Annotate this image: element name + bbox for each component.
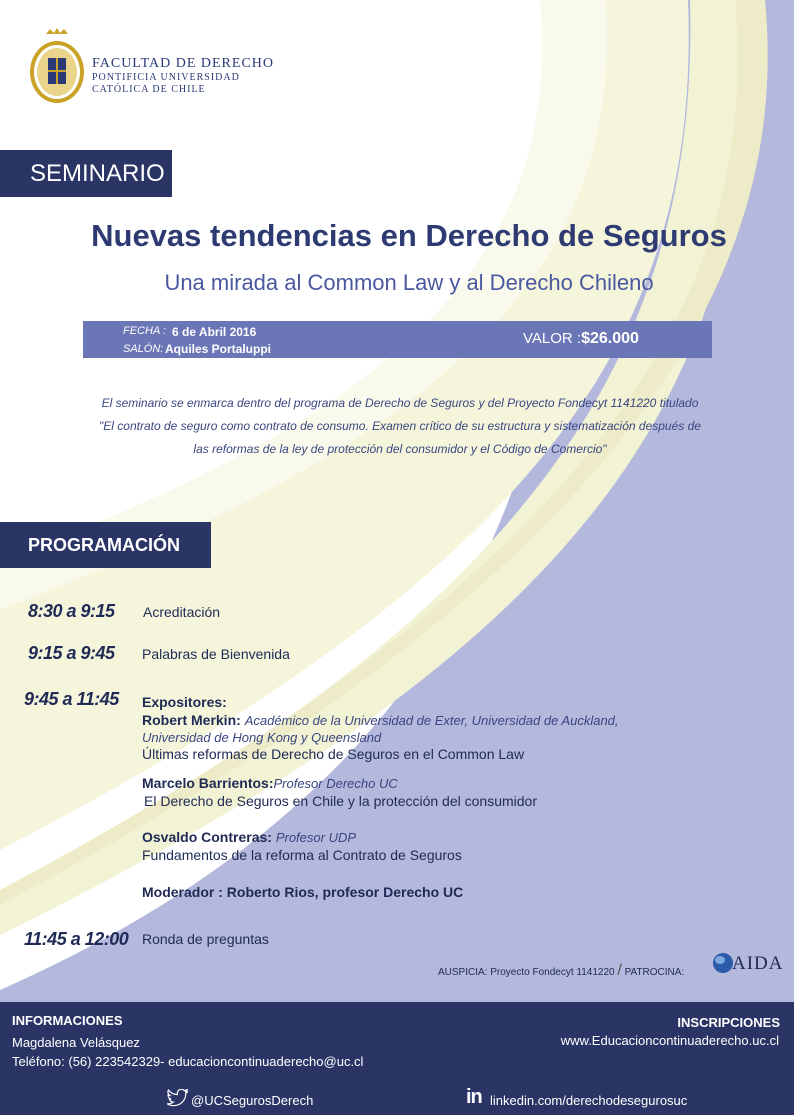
- speaker-role: Académico de la Universidad de Exter, Universidad de Auckland,: [244, 713, 619, 728]
- valor-value: $26.000: [581, 330, 639, 347]
- twitter-icon: [167, 1089, 189, 1107]
- contact-name: Magdalena Velásquez: [12, 1035, 140, 1050]
- aida-logo: [712, 950, 784, 978]
- twitter-handle[interactable]: @UCSegurosDerech: [191, 1093, 314, 1108]
- university-line-1: PONTIFICIA UNIVERSIDAD: [92, 72, 240, 83]
- speaker-name: Robert Merkin:: [142, 712, 241, 728]
- salon-value: Aquiles Portaluppi: [165, 342, 272, 356]
- speaker-role: Profesor UDP: [275, 830, 357, 845]
- speaker-robert-merkin: [142, 712, 619, 728]
- auspicia-text: AUSPICIA: Proyecto Fondecyt 1141220: [438, 967, 615, 978]
- footer: [0, 1002, 794, 1115]
- talk-topic: El Derecho de Seguros en Chile y la protección del consumidor: [144, 793, 537, 809]
- talk-topic: Últimas reformas de Derecho de Seguros en el Common Law: [142, 746, 525, 762]
- seminario-badge: SEMINARIO: [0, 150, 172, 197]
- fecha-label: FECHA :: [123, 325, 166, 337]
- linkedin-icon: in: [466, 1086, 482, 1108]
- moderator: Moderador : Roberto Rios, profesor Derecho UC: [142, 884, 464, 900]
- programacion-heading: PROGRAMACIÓN: [0, 522, 211, 568]
- seminar-description: [60, 392, 740, 461]
- time-slot: 9:45 a 11:45: [24, 689, 119, 709]
- linkedin-url[interactable]: linkedin.com/derechodesegurosuc: [490, 1093, 688, 1108]
- description-line: "El contrato de seguro como contrato de consumo. Examen crítico de su estructura y sistematización después de: [99, 419, 701, 433]
- patrocina-text: PATROCINA:: [624, 967, 685, 978]
- informaciones-heading: INFORMACIONES: [12, 1013, 123, 1028]
- speaker-name: Osvaldo Contreras:: [142, 829, 272, 845]
- contact-line[interactable]: Teléfono: (56) 223542329- educacioncontinuaderecho@uc.cl: [12, 1054, 364, 1069]
- speaker-marcelo-barrientos: [142, 775, 398, 791]
- university-line-2: CATÓLICA DE CHILE: [92, 84, 206, 95]
- valor-label: VALOR :: [523, 330, 582, 347]
- time-slot: 11:45 a 12:00: [24, 929, 129, 949]
- time-slot: 9:15 a 9:45: [28, 643, 115, 663]
- aida-wordmark: AIDA: [732, 953, 784, 974]
- description-line: El seminario se enmarca dentro del programa de Derecho de Seguros y del Proyecto Fondecyt 1141220 titulado: [101, 396, 699, 410]
- separator: /: [617, 962, 622, 979]
- talk-topic: Fundamentos de la reforma al Contrato de Seguros: [142, 847, 462, 863]
- activity: Palabras de Bienvenida: [142, 646, 290, 662]
- event-info-bar: [83, 321, 712, 358]
- speaker-role-continued: Universidad de Hong Kong y Queensland: [142, 730, 382, 745]
- activity: Ronda de preguntas: [142, 931, 269, 947]
- fecha-value: 6 de Abril 2016: [172, 325, 257, 339]
- price: [523, 330, 639, 348]
- description-line: las reformas de la ley de protección del consumidor y el Código de Comercio": [193, 442, 607, 456]
- speaker-role: Profesor Derecho UC: [273, 776, 398, 791]
- university-crest-logo: [28, 28, 86, 106]
- inscripciones-url[interactable]: www.Educacioncontinuaderecho.uc.cl: [560, 1033, 779, 1048]
- time-slot: 8:30 a 9:15: [28, 601, 115, 621]
- expositores-label: Expositores:: [142, 694, 227, 710]
- faculty-name: FACULTAD DE DERECHO: [92, 56, 274, 71]
- activity: Acreditación: [143, 604, 221, 620]
- salon-label: SALÓN:: [123, 343, 164, 355]
- globe-icon: [712, 952, 734, 974]
- faculty-header: [92, 56, 274, 96]
- inscripciones-heading: INSCRIPCIONES: [677, 1015, 780, 1030]
- speaker-name: Marcelo Barrientos:: [142, 775, 274, 791]
- speaker-osvaldo-contreras: [142, 829, 356, 845]
- seminar-subtitle: Una mirada al Common Law y al Derecho Chileno: [164, 270, 654, 295]
- sponsors-line: [438, 962, 684, 980]
- seminar-title: Nuevas tendencias en Derecho de Seguros: [91, 218, 727, 253]
